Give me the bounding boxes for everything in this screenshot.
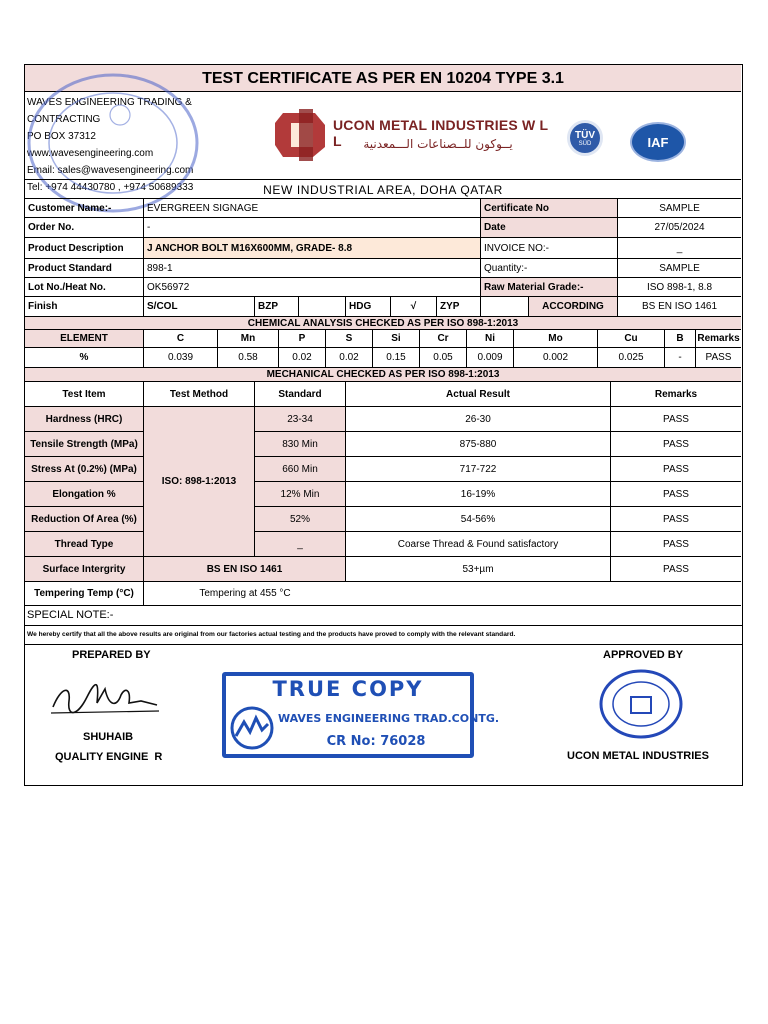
chemical-element-header: Ni — [467, 330, 514, 348]
true-copy-stamp — [222, 672, 500, 758]
finish-bzp-value — [299, 297, 346, 317]
info-right-value: ISO 898-1, 8.8 — [618, 278, 741, 297]
prepared-by-title: QUALITY ENGINE R — [55, 751, 163, 763]
info-right-label: Raw Material Grade:- — [481, 278, 618, 297]
info-right-label: Date — [481, 218, 618, 238]
iaf-logo — [630, 122, 686, 162]
info-grid — [25, 199, 741, 297]
manufacturer-name: UCON METAL INDUSTRIES W L L — [333, 117, 548, 149]
mechanical-remarks: PASS — [611, 482, 741, 507]
approved-by-company: UCON METAL INDUSTRIES — [567, 750, 709, 762]
ucon-logo-icon — [273, 107, 333, 163]
mechanical-test-item: Stress At (0.2%) (MPa) — [25, 457, 144, 482]
mechanical-actual-result: 16-19% — [346, 482, 611, 507]
mechanical-actual-result: 875-880 — [346, 432, 611, 457]
mechanical-actual-result: 26-30 — [346, 407, 611, 432]
chemical-remarks-header: Remarks — [696, 330, 741, 348]
finish-option-scol: S/COL — [144, 297, 255, 317]
info-right-label: Certificate No — [481, 199, 618, 218]
info-label: Order No. — [25, 218, 144, 238]
surface-integrity-label: Surface Intergrity — [25, 557, 144, 582]
waves-logo-icon — [230, 706, 274, 750]
info-right-value: SAMPLE — [618, 259, 741, 278]
mechanical-standard: 23-34 — [255, 407, 346, 432]
chemical-element-header: Mo — [514, 330, 598, 348]
chemical-element-value: 0.02 — [326, 348, 373, 368]
issuer-tel: Tel: +974 44430780 , +974 50689333 — [27, 182, 194, 193]
issuer-name: WAVES ENGINEERING TRADING & CONTRACTING — [27, 97, 192, 125]
chemical-element-header: Cu — [598, 330, 665, 348]
info-right-label: Quantity:- — [481, 259, 618, 278]
mechanical-table — [25, 382, 741, 605]
tempering-value: Tempering at 455 °C — [144, 582, 346, 606]
info-right-label: INVOICE NO:- — [481, 238, 618, 259]
chemical-element-value: 0.58 — [218, 348, 279, 368]
tempering-blank — [346, 582, 741, 606]
info-value: OK56972 — [144, 278, 481, 297]
finish-hdg-check: √ — [391, 297, 437, 317]
finish-zyp-value — [481, 297, 529, 317]
finish-according-label: ACCORDING — [529, 297, 618, 317]
info-label: Product Standard — [25, 259, 144, 278]
mechanical-header: Test Method — [144, 382, 255, 407]
certify-statement: We hereby certify that all the above results are original from our factories actual testing and the products have proved to comply with the relevant standard. — [27, 631, 516, 638]
chemical-element-header: S — [326, 330, 373, 348]
info-value: J ANCHOR BOLT M16X600MM, GRADE- 8.8 — [144, 238, 481, 259]
manufacturer-arabic-name: يــوكون للــصناعات الـــمعدنية — [363, 137, 513, 151]
info-label: Lot No./Heat No. — [25, 278, 144, 297]
issuer-po-box: PO BOX 37312 — [27, 131, 96, 142]
info-value: 898-1 — [144, 259, 481, 278]
mechanical-standard: 12% Min — [255, 482, 346, 507]
issuer-email[interactable]: Email: sales@wavesengineering.com — [27, 165, 194, 176]
true-copy-title: TRUE COPY — [272, 677, 424, 701]
prepared-by-label: PREPARED BY — [72, 649, 151, 661]
chemical-table — [25, 330, 741, 368]
info-right-value: 27/05/2024 — [618, 218, 741, 238]
mechanical-header: Test Item — [25, 382, 144, 407]
chemical-element-value: 0.05 — [420, 348, 467, 368]
chemical-percent-label: % — [25, 348, 144, 368]
mechanical-heading: MECHANICAL CHECKED AS PER ISO 898-1:2013 — [25, 368, 741, 382]
chemical-heading: CHEMICAL ANALYSIS CHECKED AS PER ISO 898-1:2013 — [25, 317, 741, 330]
true-copy-cr-number: CR No: 76028 — [326, 734, 426, 749]
mechanical-header: Actual Result — [346, 382, 611, 407]
chemical-element-header: C — [144, 330, 218, 348]
chemical-element-value: 0.15 — [373, 348, 420, 368]
mechanical-remarks: PASS — [611, 432, 741, 457]
finish-option-bzp: BZP — [255, 297, 299, 317]
surface-integrity-standard: BS EN ISO 1461 — [144, 557, 346, 582]
mechanical-test-method: ISO: 898-1:2013 — [144, 407, 255, 557]
approved-by-label: APPROVED BY — [603, 649, 684, 661]
mechanical-test-item: Thread Type — [25, 532, 144, 557]
chemical-element-value: - — [665, 348, 696, 368]
signature-drawing — [47, 677, 165, 723]
ucon-round-seal — [599, 669, 683, 739]
mechanical-remarks: PASS — [611, 407, 741, 432]
mechanical-standard: 660 Min — [255, 457, 346, 482]
certificate-title: TEST CERTIFICATE AS PER EN 10204 TYPE 3.1 — [25, 65, 741, 92]
mechanical-header: Standard — [255, 382, 346, 407]
info-right-value: SAMPLE — [618, 199, 741, 218]
mechanical-actual-result: 717-722 — [346, 457, 611, 482]
true-copy-company: WAVES ENGINEERING TRAD.CONTG. — [278, 712, 500, 725]
manufacturer-address: NEW INDUSTRIAL AREA, DOHA QATAR — [25, 179, 741, 199]
info-value: - — [144, 218, 481, 238]
mechanical-standard: 830 Min — [255, 432, 346, 457]
finish-label: Finish — [25, 297, 144, 317]
info-label: Customer Name:- — [25, 199, 144, 218]
mechanical-test-item: Reduction Of Area (%) — [25, 507, 144, 532]
chemical-element-header: Mn — [218, 330, 279, 348]
surface-integrity-remarks: PASS — [611, 557, 741, 582]
chemical-element-value: 0.02 — [279, 348, 326, 368]
mechanical-remarks: PASS — [611, 532, 741, 557]
test-certificate — [24, 64, 743, 786]
mechanical-remarks: PASS — [611, 457, 741, 482]
chemical-element-label: ELEMENT — [25, 330, 144, 348]
prepared-by-name: SHUHAIB — [83, 731, 134, 743]
mechanical-standard: 52% — [255, 507, 346, 532]
surface-integrity-result: 53+µm — [346, 557, 611, 582]
finish-according-value: BS EN ISO 1461 — [618, 297, 741, 317]
chemical-element-header: Cr — [420, 330, 467, 348]
mechanical-standard: _ — [255, 532, 346, 557]
info-value: EVERGREEN SIGNAGE — [144, 199, 481, 218]
chemical-element-value: 0.039 — [144, 348, 218, 368]
chemical-element-value: 0.025 — [598, 348, 665, 368]
finish-row — [25, 297, 741, 317]
chemical-element-header: P — [279, 330, 326, 348]
chemical-remarks-value: PASS — [696, 348, 741, 368]
tuv-logo-text: TÜV — [575, 129, 595, 141]
mechanical-actual-result: Coarse Thread & Found satisfactory — [346, 532, 611, 557]
mechanical-header: Remarks — [611, 382, 741, 407]
mechanical-actual-result: 54-56% — [346, 507, 611, 532]
iaf-logo-text: IAF — [647, 134, 669, 150]
chemical-element-header: B — [665, 330, 696, 348]
tuv-logo — [567, 120, 603, 156]
issuer-website[interactable]: www.wavesengineering.com — [27, 148, 154, 159]
chemical-element-value: 0.009 — [467, 348, 514, 368]
tempering-label: Tempering Temp (°C) — [25, 582, 144, 606]
mechanical-test-item: Tensile Strength (MPa) — [25, 432, 144, 457]
finish-option-hdg: HDG — [346, 297, 391, 317]
special-note: SPECIAL NOTE:- — [27, 609, 114, 621]
mechanical-test-item: Hardness (HRC) — [25, 407, 144, 432]
info-right-value: _ — [618, 238, 741, 259]
mechanical-test-item: Elongation % — [25, 482, 144, 507]
tuv-logo-subtext: SÜD — [578, 140, 592, 147]
chemical-element-value: 0.002 — [514, 348, 598, 368]
mechanical-remarks: PASS — [611, 507, 741, 532]
chemical-element-header: Si — [373, 330, 420, 348]
finish-option-zyp: ZYP — [437, 297, 481, 317]
info-label: Product Description — [25, 238, 144, 259]
